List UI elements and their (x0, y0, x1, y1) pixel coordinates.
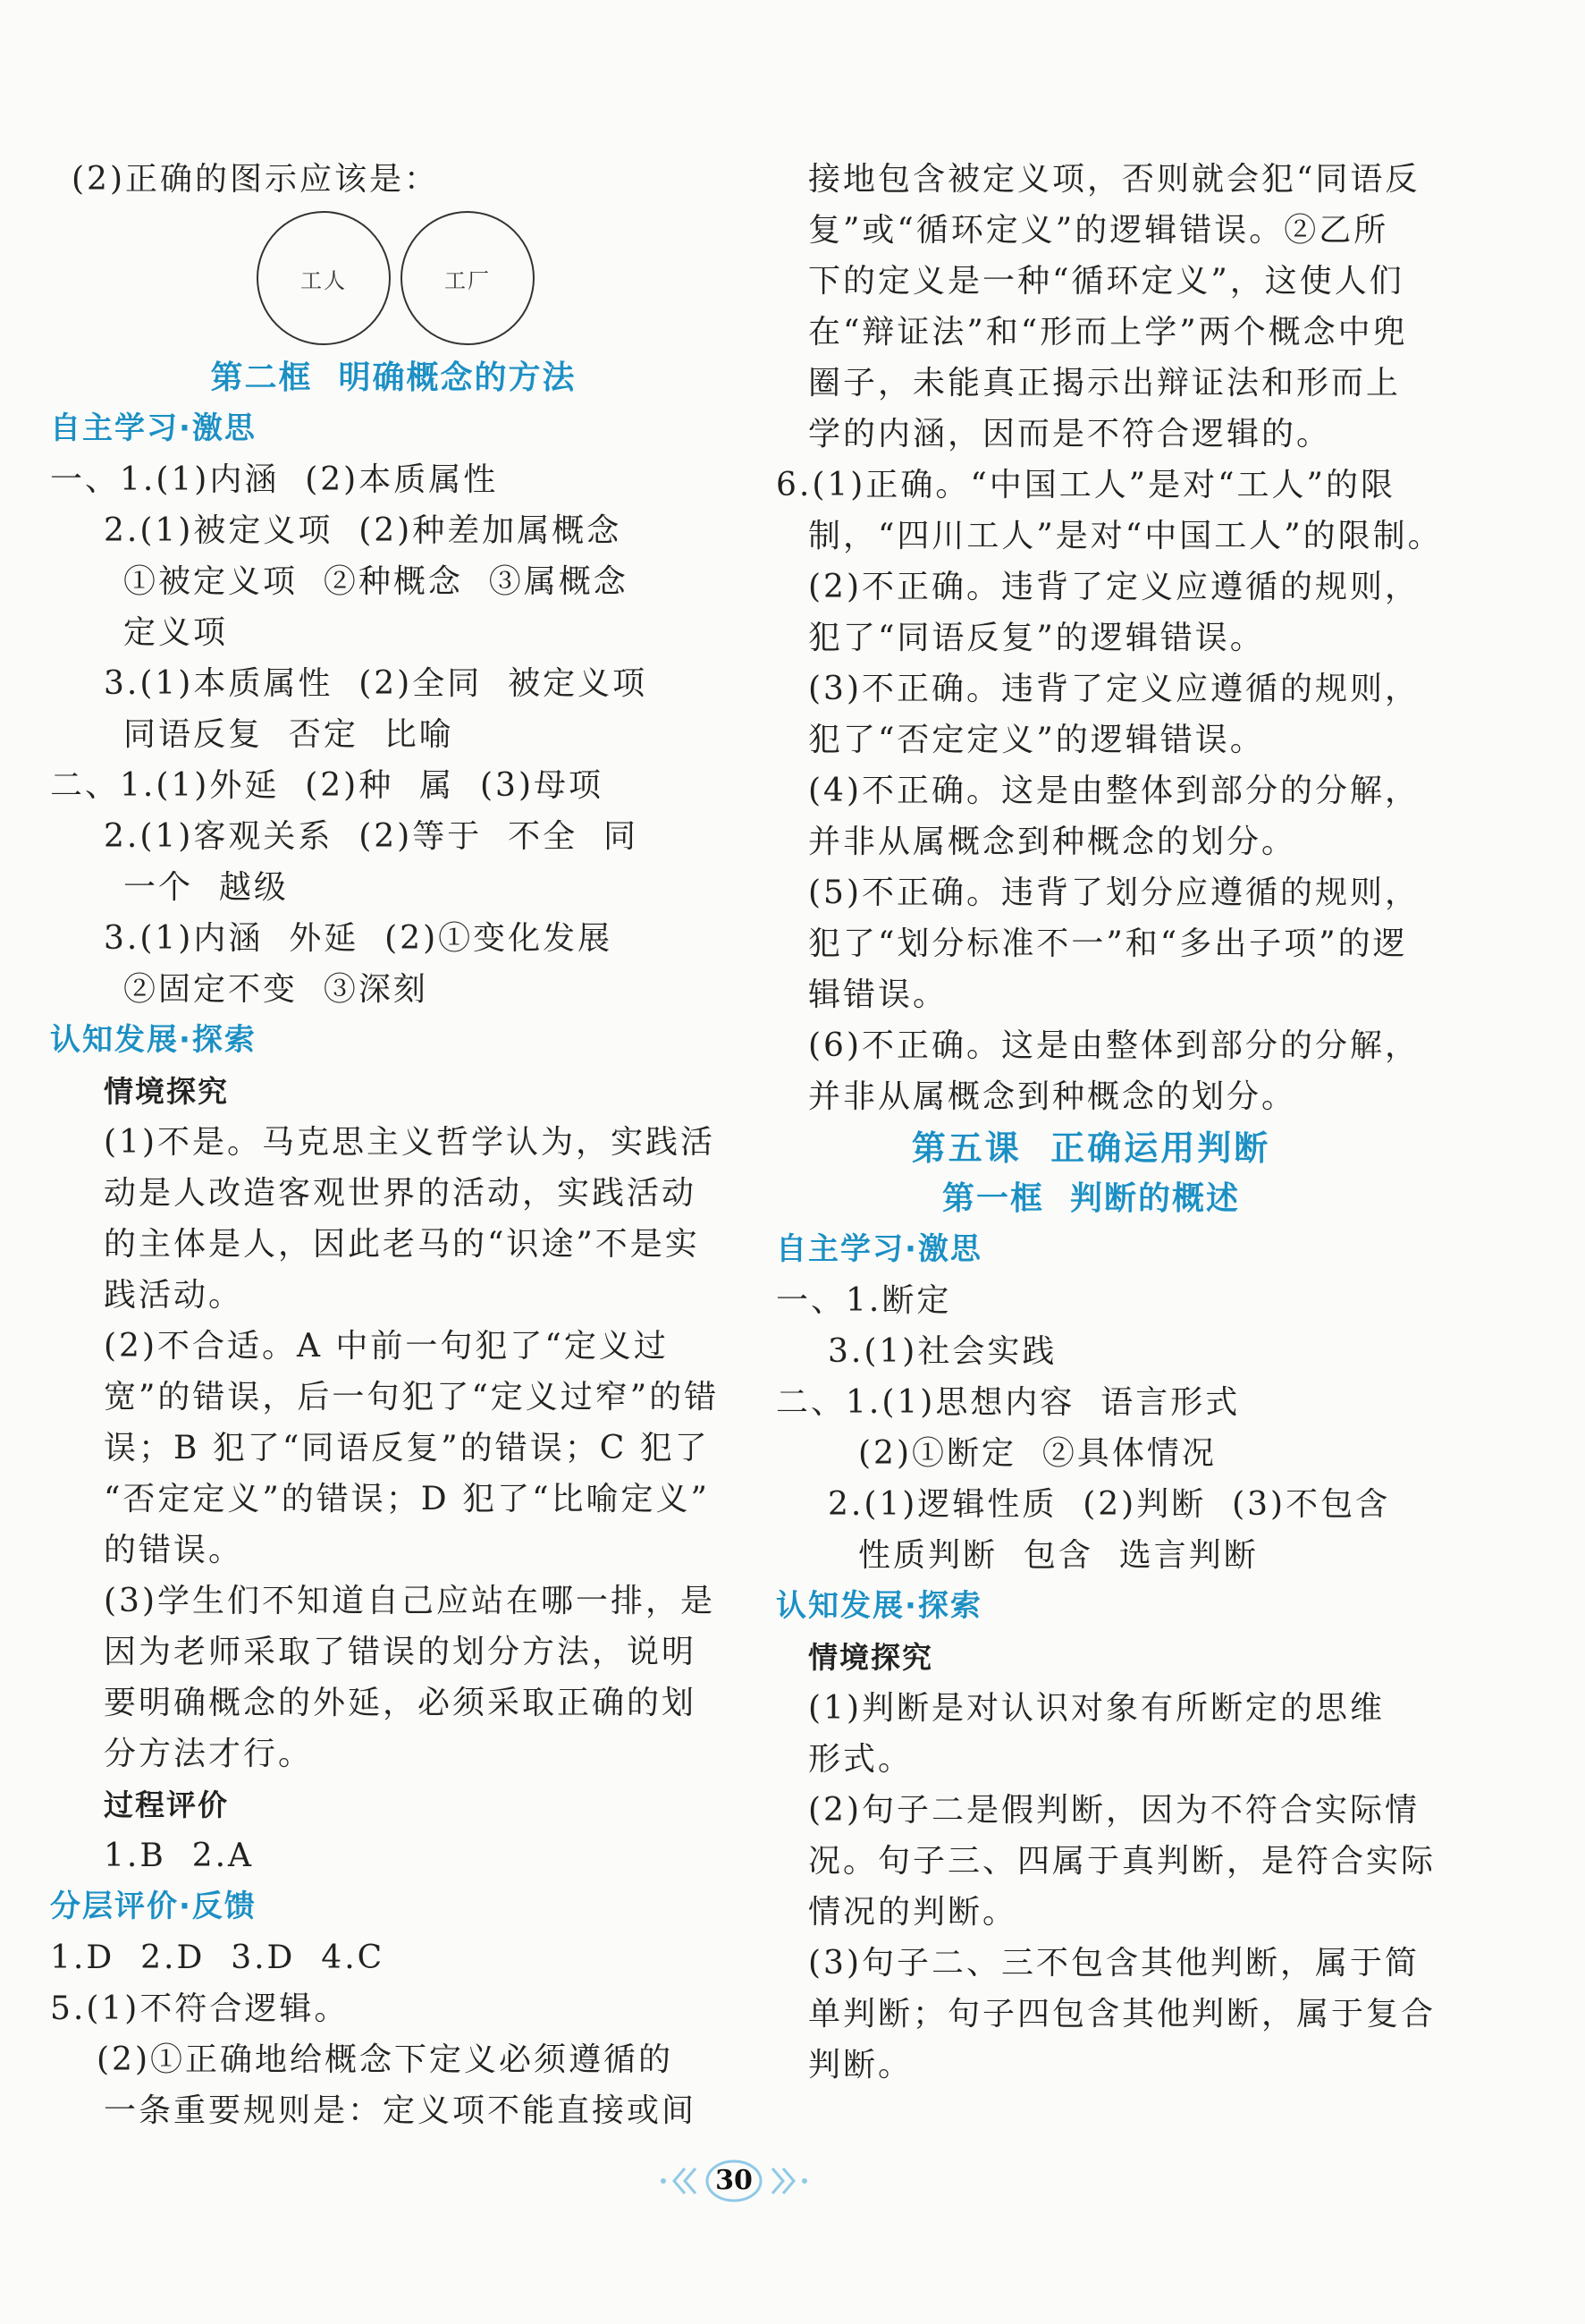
answer-line: 一、1.断定 (776, 1282, 952, 1319)
answer-line: 定义项 (123, 614, 229, 651)
answer-line: 一个 越级 (123, 869, 289, 906)
answer-line: 3.(1)内涵 外延 (2)①变化发展 (104, 920, 613, 957)
answer-line: (2)不合适。A 中前一句犯了“定义过 (104, 1328, 669, 1365)
answer-line: 践活动。 (104, 1277, 244, 1314)
page-number-badge (658, 2156, 810, 2206)
answer-line: 一、1.(1)内涵 (2)本质属性 (50, 461, 499, 498)
answer-line: 分方法才行。 (104, 1736, 314, 1772)
answer-line: 宽”的错误，后一句犯了“定义过窄”的错 (104, 1379, 720, 1416)
answer-line: 动是人改造客观世界的活动，实践活动 (104, 1175, 697, 1212)
answer-line: 二、1.(1)思想内容 语言形式 (776, 1384, 1241, 1421)
venn-diagram (72, 205, 715, 352)
frame-title: 第一框 判断的概述 (941, 1180, 1241, 1217)
answer-line: 2.(1)客观关系 (2)等于 不全 同 (104, 818, 638, 855)
answer-line: (3)句子二、三不包含其他判断，属于简 (808, 1945, 1420, 1982)
answer-line: 1.B 2.A (104, 1838, 255, 1874)
answer-line: 并非从属概念到种概念的划分。 (808, 824, 1297, 860)
answer-line: 1.D 2.D 3.D 4.C (50, 1939, 385, 1976)
answer-line: 二、1.(1)外延 (2)种 属 (3)母项 (50, 767, 603, 804)
frame-title: 第二框 明确概念的方法 (210, 359, 577, 396)
circle-label: 工人 (300, 267, 347, 293)
answer-line: 要明确概念的外延，必须采取正确的划 (104, 1685, 697, 1721)
answer-line: (5)不正确。违背了划分应遵循的规则， (808, 875, 1420, 911)
answer-line: 辑错误。 (808, 976, 948, 1013)
sub-heading: 过程评价 (104, 1787, 229, 1822)
answer-line: (6)不正确。这是由整体到部分的分解， (808, 1027, 1420, 1064)
answer-line: 复”或“循环定义”的逻辑错误。②乙所 (808, 212, 1389, 249)
answer-line: (2)句子二是假判断，因为不符合实际情 (808, 1792, 1420, 1829)
right-column (776, 154, 1443, 2091)
answer-line: 并非从属概念到种概念的划分。 (808, 1078, 1297, 1115)
circle-workers (257, 211, 391, 345)
answer-line: 性质判断 包含 选言判断 (858, 1537, 1259, 1574)
answer-line: (1)判断是对认识对象有所断定的思维 (808, 1690, 1385, 1727)
answer-line: 因为老师采取了错误的划分方法，说明 (104, 1634, 697, 1670)
answer-line: 的错误。 (104, 1532, 244, 1568)
answer-line: 学的内涵，因而是不符合逻辑的。 (808, 416, 1332, 452)
answer-line: 接地包含被定义项，否则就会犯“同语反 (808, 161, 1421, 198)
section-heading: 认知发展·探索 (776, 1588, 982, 1624)
answer-line: (4)不正确。这是由整体到部分的分解， (808, 773, 1420, 809)
answer-line: 情况的判断。 (808, 1894, 1018, 1931)
page-number: 30 (715, 2165, 753, 2196)
circle-label: 工厂 (444, 267, 491, 293)
answer-line: 2.(1)被定义项 (2)种差加属概念 (104, 512, 622, 549)
answer-line: (3)不正确。违背了定义应遵循的规则， (808, 671, 1420, 707)
answer-line: (2)①正确地给概念下定义必须遵循的 (97, 2041, 673, 2078)
answer-line: 形式。 (808, 1741, 914, 1778)
answer-line: 同语反复 否定 比喻 (123, 716, 454, 753)
answer-line: 犯了“划分标准不一”和“多出子项”的逻 (808, 925, 1408, 962)
answer-line: 判断。 (808, 2047, 914, 2083)
answer-line: 一条重要规则是：定义项不能直接或间 (104, 2092, 697, 2129)
answer-line: 犯了“否定定义”的逻辑错误。 (808, 722, 1265, 758)
answer-line: 单判断；句子四包含其他判断，属于复合 (808, 1996, 1437, 2032)
answer-line: 圈子，未能真正揭示出辩证法和形而上 (808, 365, 1402, 401)
answer-line: (1)不是。马克思主义哲学认为，实践活 (104, 1124, 715, 1161)
left-column (50, 154, 720, 2136)
answer-line: ①被定义项 ②种概念 ③属概念 (123, 563, 628, 600)
answer-line: (3)学生们不知道自己应站在哪一排，是 (104, 1583, 715, 1619)
answer-line: ②固定不变 ③深刻 (123, 971, 428, 1008)
section-heading: 认知发展·探索 (50, 1022, 257, 1058)
answer-line: 3.(1)社会实践 (828, 1333, 1058, 1370)
answer-line: 5.(1)不符合逻辑。 (50, 1990, 350, 2027)
answer-line: 制，“四川工人”是对“中国工人”的限制。 (808, 518, 1443, 554)
text-line: (2)正确的图示应该是： (72, 161, 439, 198)
answer-line: 在“辩证法”和“形而上学”两个概念中兜 (808, 314, 1408, 351)
answer-line: 2.(1)逻辑性质 (2)判断 (3)不包含 (828, 1486, 1391, 1523)
answer-line: 误；B 犯了“同语反复”的错误；C 犯了 (104, 1430, 710, 1466)
answer-line: (2)①断定 ②具体情况 (858, 1435, 1217, 1472)
section-heading: 自主学习·激思 (50, 410, 257, 446)
answer-line: “否定定义”的错误；D 犯了“比喻定义” (104, 1481, 710, 1517)
answer-line: 的主体是人，因此老马的“识途”不是实 (104, 1226, 700, 1263)
answer-line: 3.(1)本质属性 (2)全同 被定义项 (104, 665, 648, 702)
sub-heading: 情境探究 (104, 1074, 229, 1109)
sub-heading: 情境探究 (808, 1640, 933, 1675)
section-heading: 分层评价·反馈 (50, 1889, 257, 1924)
answer-line: 下的定义是一种“循环定义”，这使人们 (808, 263, 1404, 300)
answer-line: (2)不正确。违背了定义应遵循的规则， (808, 569, 1420, 605)
answer-line: 6.(1)正确。“中国工人”是对“工人”的限 (776, 467, 1395, 503)
lesson-title: 第五课 正确运用判断 (911, 1128, 1271, 1168)
circle-factory (400, 211, 535, 345)
answer-line: 犯了“同语反复”的逻辑错误。 (808, 620, 1265, 656)
answer-line: 况。句子三、四属于真判断，是符合实际 (808, 1843, 1437, 1880)
section-heading: 自主学习·激思 (776, 1231, 982, 1267)
